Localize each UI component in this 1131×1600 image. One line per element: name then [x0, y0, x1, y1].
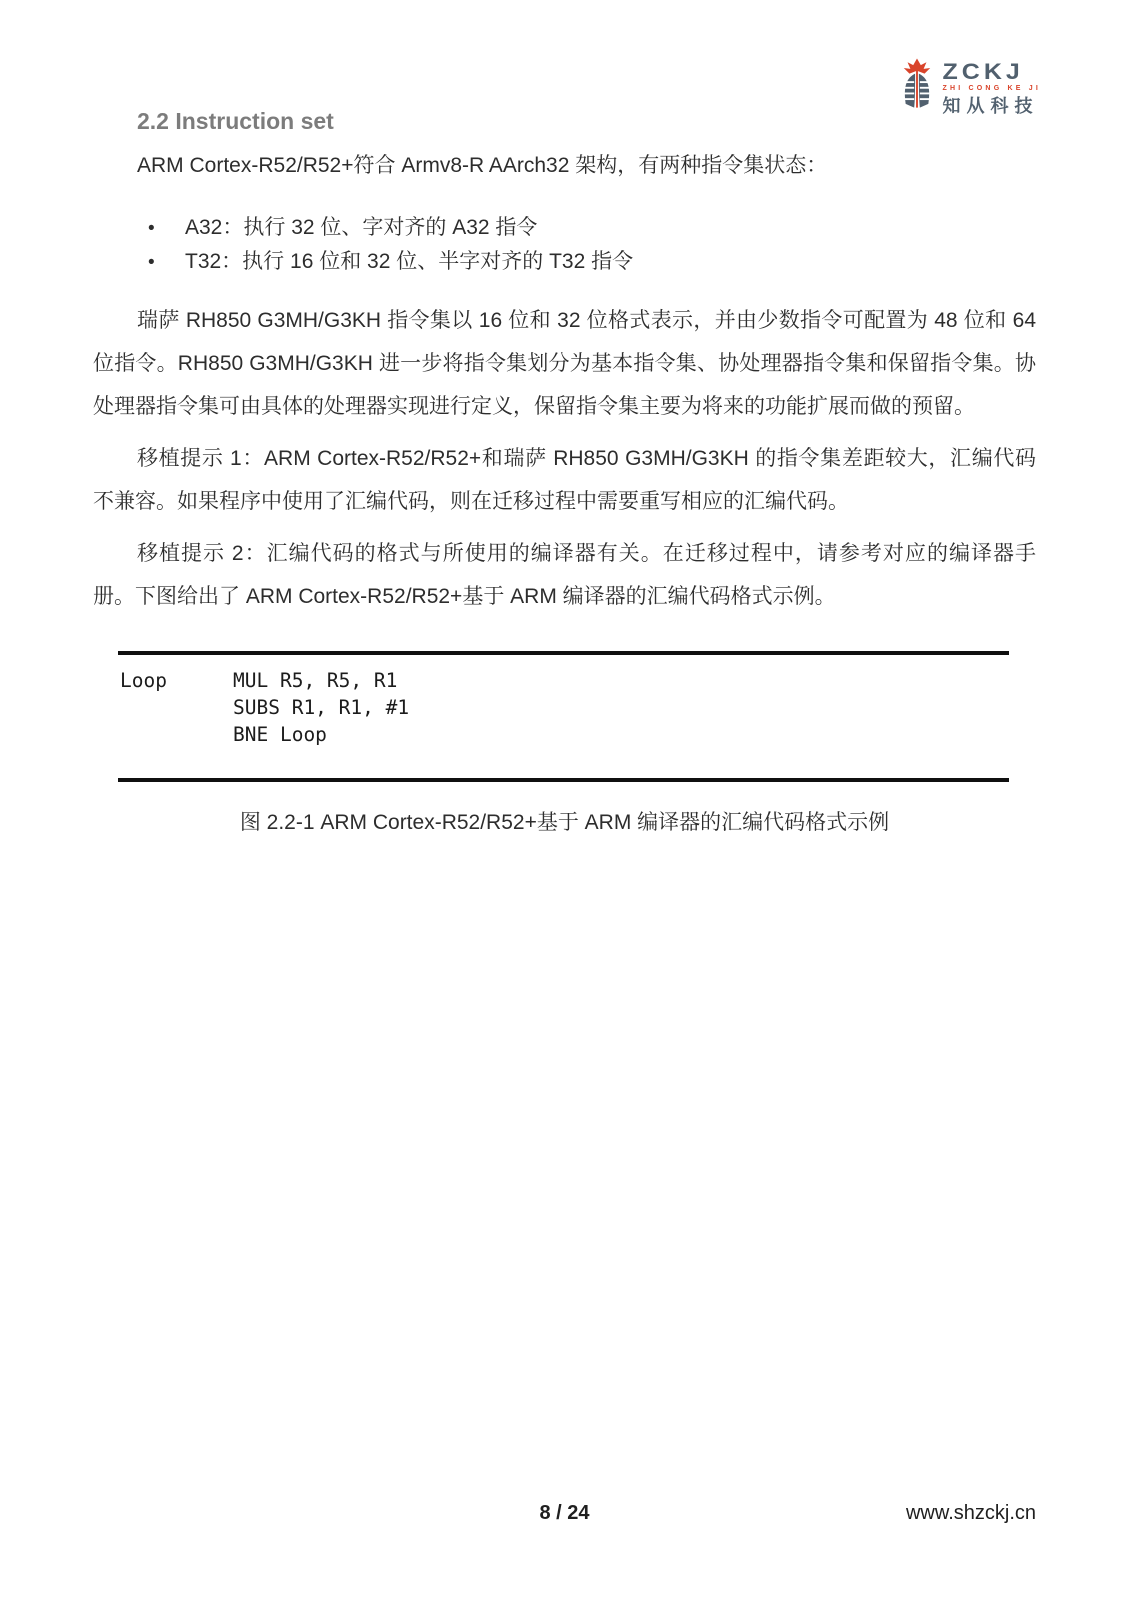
paragraph-rh850: 瑞萨 RH850 G3MH/G3KH 指令集以 16 位和 32 位格式表示，并由少数指令可配置为 48 位和 64 位指令。RH850 G3MH/G3KH 进一步将指令集划分为基本指令集、协处理器指令集和保留指令集。协处理器指令集可由具体的处理器实现进行定义，保留指令集主要为将来的功能扩展而做的预留。	[93, 309, 1036, 418]
bullet-icon: •	[148, 252, 155, 273]
paragraph-porting-tip-1: 移植提示 1：ARM Cortex-R52/R52+和瑞萨 RH850 G3MH/G3KH 的指令集差距较大，汇编代码不兼容。如果程序中使用了汇编代码，则在迁移过程中需要重写相应的汇编代码。	[93, 447, 1036, 513]
assembly-code-figure	[118, 651, 1009, 782]
list-item-a32	[148, 211, 1036, 245]
page-footer	[93, 1500, 1036, 1526]
paragraph-porting-tip-2: 移植提示 2：汇编代码的格式与所使用的编译器有关。在迁移过程中，请参考对应的编译器手册。下图给出了 ARM Cortex-R52/R52+基于 ARM 编译器的汇编代码格式示例。	[93, 542, 1036, 608]
code-line	[120, 694, 1009, 721]
logo-text-block	[943, 58, 1041, 117]
section-heading: 2.2 Instruction set	[137, 108, 334, 134]
list-item-t32	[148, 245, 1036, 279]
bullet-icon: •	[148, 218, 155, 239]
code-line	[120, 721, 1009, 748]
figure-caption: 图 2.2-1 ARM Cortex-R52/R52+基于 ARM 编译器的汇编代码格式示例	[239, 811, 890, 834]
intro-paragraph: ARM Cortex-R52/R52+符合 Armv8-R AArch32 架构，有两种指令集状态：	[137, 154, 828, 177]
instruction-state-list	[93, 211, 1036, 279]
list-item-text: T32：执行 16 位和 32 位、半字对齐的 T32 指令	[185, 250, 634, 273]
logo-latin-text: ZCKJ	[942, 59, 1024, 85]
logo-chinese-text: 知从科技	[942, 96, 1039, 116]
page-number: 8 / 24	[539, 1502, 590, 1524]
code-instruction: SUBS R1, R1, #1	[233, 696, 410, 719]
website-text: www.shzckj.cn	[905, 1502, 1036, 1524]
code-instruction: MUL R5, R5, R1	[233, 669, 398, 692]
company-logo	[900, 58, 1041, 117]
code-instruction: BNE Loop	[233, 723, 327, 746]
code-label: Loop	[120, 669, 167, 692]
code-line	[120, 667, 1009, 694]
logo-pinyin-text: ZHI CONG KE JI	[942, 85, 1041, 92]
list-item-text: A32：执行 32 位、字对齐的 A32 指令	[185, 216, 538, 239]
logo-emblem-icon	[900, 58, 934, 110]
